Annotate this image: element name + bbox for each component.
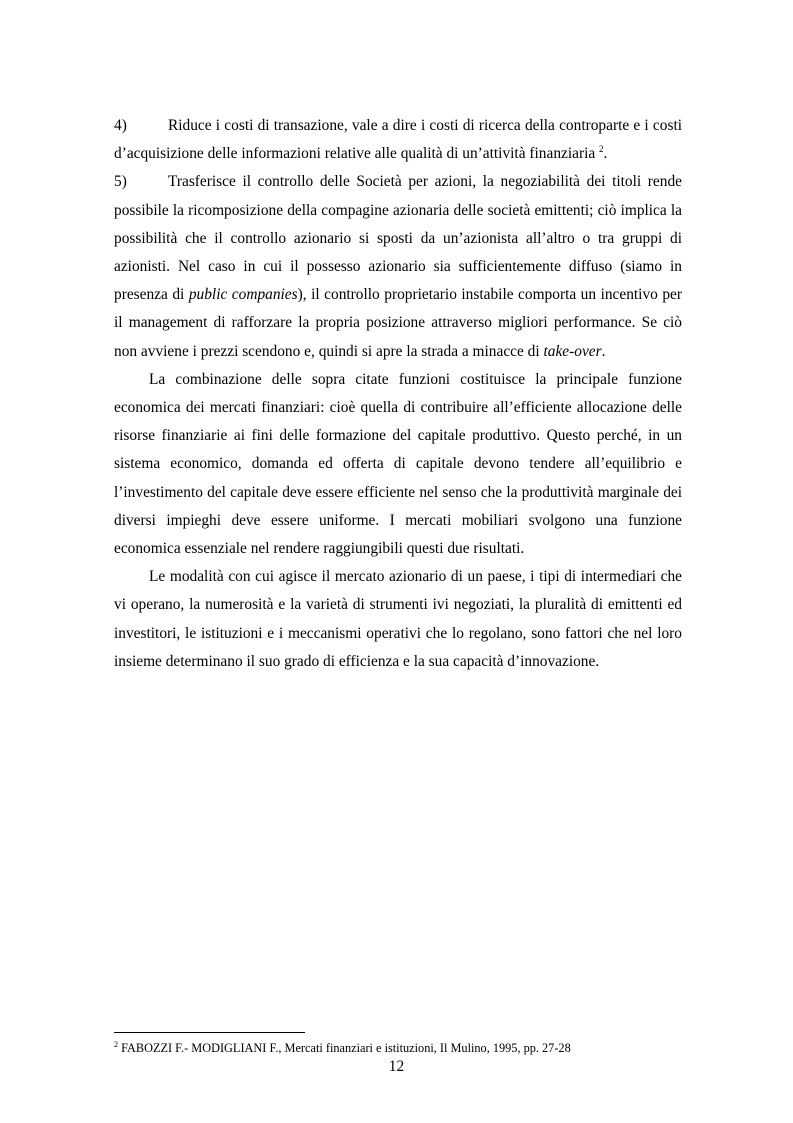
list-item-4 — [114, 112, 682, 168]
list-item-text: Riduce i costi di transazione, vale a dire i costi di ricerca della controparte e i costi d’acquisizione delle informazioni relative alle qualità di un’attività finanziaria — [114, 117, 682, 163]
page-number: 12 — [388, 1058, 405, 1075]
footnote-number: 2 — [114, 1039, 118, 1049]
list-item-number: 5) — [114, 173, 127, 191]
body-text — [114, 112, 682, 676]
list-item-number: 4) — [114, 117, 127, 134]
footnote-text: FABOZZI F.- MODIGLIANI F., Mercati finanziari e istituzioni, Il Mulino, 1995, pp. 27-28 — [121, 1041, 571, 1055]
list-item-end: . — [603, 145, 608, 163]
list-item-text: ), il controllo proprietario instabile comporta un incentivo per il management di rafforzare la propria posizione attraverso migliori performance. Se ciò non avviene i prezzi scendono e, quindi si apre la strada a minacce di — [114, 286, 683, 360]
footnote — [114, 1041, 694, 1056]
paragraph: Le modalità con cui agisce il mercato azionario di un paese, i tipi di intermediari che vi operano, la numerosità e la varietà di strumenti ivi negoziati, la pluralità di emittenti ed investitori, le istituzioni e i meccanismi operativi che lo regolano, sono fattori che nel loro insieme determinano il suo grado di efficienza e la sua capacità d’innovazione. — [114, 568, 682, 670]
italic-term: public companies — [188, 286, 298, 304]
paragraph: La combinazione delle sopra citate funzioni costituisce la principale funzione economica dei mercati finanziari: cioè quella di contribuire all’efficiente allocazione delle risorse finanziarie ai fini delle formazione del capitale produttivo. Questo perché, in un sistema economico, domanda ed offerta di capitale devono tendere all’equilibrio e l’investimento del capitale deve essere efficiente nel senso che la produttività marginale dei diversi impieghi deve essere uniforme. I mercati mobiliari svolgono una funzione economica essenziale nel rendere raggiungibili questi due risultati. — [114, 370, 682, 558]
italic-term: take-over — [543, 342, 602, 360]
list-item-end: . — [601, 342, 606, 360]
footnote-divider — [114, 1032, 305, 1033]
footnote-reference[interactable]: 2 — [599, 144, 604, 155]
list-item-5 — [114, 168, 682, 365]
list-item-text: Trasferisce il controllo delle Società per azioni, la negoziabilità dei titoli rende possibile la ricomposizione della compagine azionaria delle società emittenti; ciò implica la possibilità che il controllo azionario si sposti da un’azionista all’altro o tra gruppi di azionisti. Nel caso in cui il possesso azionario sia sufficientemente diffuso (siamo in presenza di — [114, 173, 682, 304]
